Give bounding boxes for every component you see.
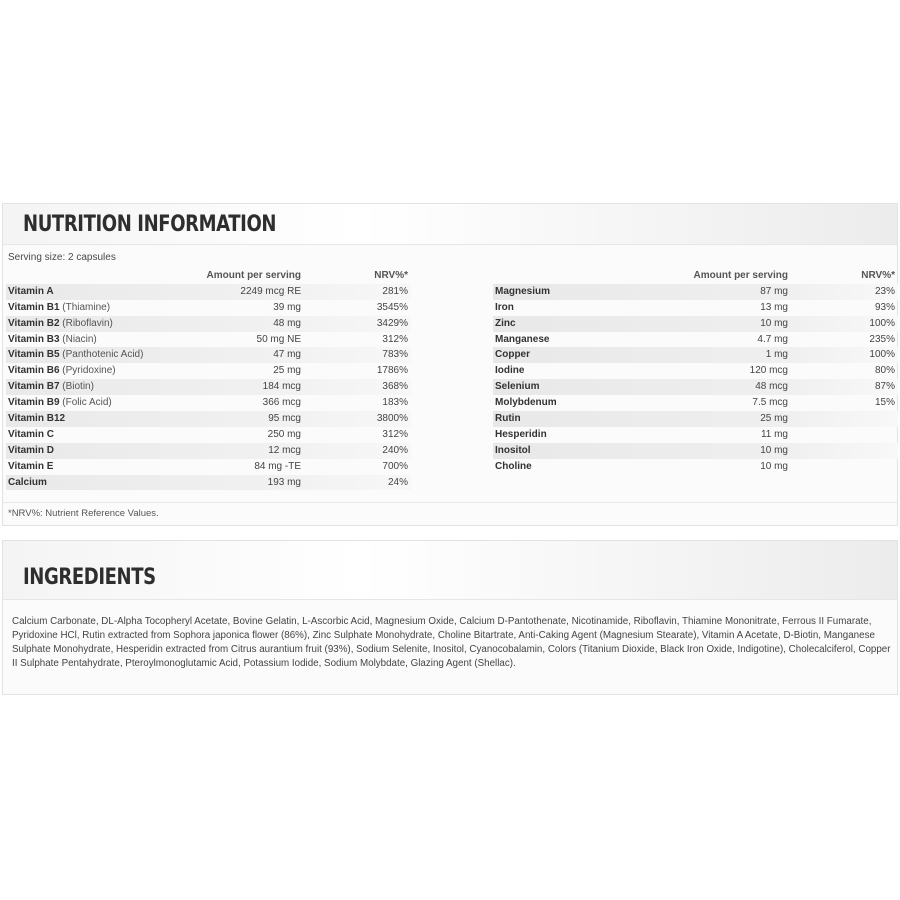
nutrient-main-name: Iodine: [495, 365, 525, 377]
table-row: [493, 411, 898, 427]
nutrient-name: [8, 459, 53, 475]
nutrient-main-name: Copper: [495, 349, 530, 361]
amount-value: 13 mg: [760, 301, 788, 313]
header-nrv: NRV%*: [861, 270, 895, 281]
amount-value: 48 mg: [273, 317, 301, 329]
nrv-value: 100%: [869, 349, 895, 361]
amount-value: 250 mg: [267, 428, 301, 440]
nutrient-main-name: Vitamin C: [8, 428, 54, 440]
nrv-value: 183%: [382, 397, 408, 409]
nrv-value: 3545%: [376, 301, 408, 313]
table-row: [493, 316, 898, 332]
nutrient-main-name: Vitamin E: [8, 460, 54, 472]
table-row: [493, 395, 898, 411]
table-row: [6, 316, 411, 332]
nutrient-name: [8, 395, 112, 411]
nutrition-table-right: [493, 268, 898, 475]
nutrient-main-name: Vitamin A: [8, 285, 54, 297]
nrv-footnote: *NRV%: Nutrient Reference Values.: [8, 508, 159, 519]
nutrient-name: [8, 427, 54, 443]
footnote-divider: [3, 502, 897, 503]
table-row: [6, 411, 411, 427]
nrv-value: 3800%: [376, 413, 408, 425]
nutrient-name: [495, 459, 532, 475]
nutrient-main-name: Vitamin D: [8, 444, 54, 456]
nrv-value: 235%: [869, 333, 895, 345]
nutrient-main-name: Zinc: [495, 317, 516, 329]
nrv-value: 24%: [387, 476, 408, 488]
nrv-value: 700%: [382, 460, 408, 472]
amount-value: 87 mg: [760, 285, 788, 297]
table-row: [493, 427, 898, 443]
amount-value: 193 mg: [267, 476, 301, 488]
ingredients-title: INGREDIENTS: [23, 565, 156, 590]
nutrient-main-name: Vitamin B5: [8, 349, 60, 361]
nrv-value: 368%: [382, 381, 408, 393]
amount-value: 366 mcg: [262, 397, 301, 409]
nutrient-name: [8, 347, 143, 363]
nutrient-main-name: Vitamin B9: [8, 397, 60, 409]
table-row: [493, 300, 898, 316]
nutrition-header: [3, 204, 897, 245]
table-row: [6, 347, 411, 363]
table-row: [6, 363, 411, 379]
table-row: [6, 443, 411, 459]
nrv-value: 3429%: [376, 317, 408, 329]
nutrient-main-name: Vitamin B12: [8, 413, 66, 425]
nutrient-name: [495, 284, 550, 300]
nrv-value: 783%: [382, 349, 408, 361]
nutrition-panel: [2, 203, 898, 526]
nutrient-main-name: Iron: [495, 301, 514, 313]
nutrient-sub-name: (Panthotenic Acid): [59, 349, 144, 361]
amount-value: 4.7 mg: [757, 333, 788, 345]
nutrient-sub-name: (Thiamine): [59, 301, 111, 313]
table-row: [6, 284, 411, 300]
nutrient-main-name: Calcium: [8, 476, 47, 488]
nutrient-main-name: Hesperidin: [495, 428, 547, 440]
header-nrv: NRV%*: [374, 270, 408, 281]
nutrient-name: [8, 363, 116, 379]
nutrient-name: [8, 332, 97, 348]
table-row: [493, 347, 898, 363]
amount-value: 10 mg: [760, 444, 788, 456]
nutrient-name: [8, 379, 94, 395]
nutrient-main-name: Molybdenum: [495, 397, 557, 409]
nutrient-name: [495, 363, 524, 379]
amount-value: 39 mg: [273, 301, 301, 313]
amount-value: 84 mg -TE: [254, 460, 301, 472]
nrv-value: 15%: [874, 397, 895, 409]
table-row: [493, 459, 898, 475]
header-amount: Amount per serving: [206, 270, 301, 281]
nutrition-table-left: [6, 268, 411, 490]
nrv-value: 240%: [382, 444, 408, 456]
nutrient-sub-name: (Pyridoxine): [59, 365, 116, 377]
amount-value: 10 mg: [760, 317, 788, 329]
nutrient-name: [8, 475, 47, 491]
amount-value: 50 mg NE: [256, 333, 301, 345]
nutrient-main-name: Rutin: [495, 413, 521, 425]
nutrient-sub-name: (Folic Acid): [59, 397, 112, 409]
amount-value: 11 mg: [760, 428, 788, 440]
table-row: [6, 395, 411, 411]
nutrient-name: [495, 411, 521, 427]
amount-value: 1 mg: [765, 349, 788, 361]
table-header: [493, 268, 898, 284]
left-rows: [6, 284, 411, 491]
nutrient-name: [495, 395, 557, 411]
serving-size: Serving size: 2 capsules: [8, 252, 116, 263]
nutrient-sub-name: (Biotin): [59, 381, 94, 393]
nutrient-name: [495, 316, 516, 332]
nrv-value: 100%: [869, 317, 895, 329]
nrv-value: 312%: [382, 428, 408, 440]
table-row: [6, 300, 411, 316]
nutrient-main-name: Manganese: [495, 333, 550, 345]
ingredients-panel: [2, 540, 898, 695]
table-row: [6, 379, 411, 395]
amount-value: 25 mg: [760, 413, 788, 425]
nutrient-name: [8, 443, 54, 459]
nrv-value: 1786%: [376, 365, 408, 377]
amount-value: 120 mcg: [749, 365, 788, 377]
table-row: [493, 363, 898, 379]
nutrient-name: [8, 411, 65, 427]
nrv-value: 281%: [382, 285, 408, 297]
nutrient-main-name: Vitamin B3: [8, 333, 60, 345]
nutrient-sub-name: (Riboflavin): [59, 317, 113, 329]
ingredients-header: [3, 541, 897, 600]
nrv-value: 80%: [874, 365, 895, 377]
nutrient-name: [8, 316, 113, 332]
ingredients-text: Calcium Carbonate, DL-Alpha Tocopheryl Acetate, Bovine Gelatin, L-Ascorbic Acid, Magnesium Oxide, Calcium D-Pantothenate, Nicotinamide, Riboflavin, Thiamine Mononitrate, Ferrous II Fumarate, Pyridoxine HCl, Rutin extracted from Sophora japonica flower (86%), Zinc Sulphate Monohydrate, Choline Bitartrate, Anti-Caking Agent (Magnesium Stearate), Vitamin A Acetate, D-Biotin, Manganese Sulphate Monohydrate, Hesperidin extracted from Citrus aurantium fruit (93%), Sodium Selenite, Inositol, Cyanocobalamin, Colors (Titanium Dioxide, Black Iron Oxide, Indigotine), Cholecalciferol, Copper II Sulphate Pentahydrate, Pteroylmonoglutamic Acid, Potassium Iodide, Sodium Molybdate, Glazing Agent (Shellac).: [12, 616, 891, 669]
table-header: [6, 268, 411, 284]
nrv-value: 87%: [874, 381, 895, 393]
nutrient-name: [495, 443, 531, 459]
amount-value: 48 mcg: [755, 381, 788, 393]
nutrient-name: [8, 284, 54, 300]
right-rows: [493, 284, 898, 475]
amount-value: 95 mcg: [268, 413, 301, 425]
nutrient-main-name: Vitamin B2: [8, 317, 60, 329]
nutrient-name: [495, 347, 530, 363]
nutrient-name: [495, 379, 539, 395]
nutrient-name: [495, 427, 547, 443]
nrv-value: 23%: [874, 285, 895, 297]
nrv-value: 93%: [874, 301, 895, 313]
nrv-value: 312%: [382, 333, 408, 345]
amount-value: 2249 mcg RE: [240, 285, 301, 297]
amount-value: 47 mg: [273, 349, 301, 361]
header-amount: Amount per serving: [693, 270, 788, 281]
nutrient-name: [495, 332, 549, 348]
nutrient-main-name: Vitamin B7: [8, 381, 60, 393]
nutrient-main-name: Vitamin B1: [8, 301, 60, 313]
table-row: [493, 284, 898, 300]
amount-value: 7.5 mcg: [752, 397, 788, 409]
nutrient-main-name: Vitamin B6: [8, 365, 60, 377]
nutrient-main-name: Magnesium: [495, 285, 551, 297]
nutrient-sub-name: (Niacin): [59, 333, 97, 345]
table-row: [493, 332, 898, 348]
nutrition-title: NUTRITION INFORMATION: [23, 212, 277, 237]
table-row: [493, 379, 898, 395]
table-row: [493, 443, 898, 459]
table-row: [6, 459, 411, 475]
table-row: [6, 475, 411, 491]
nutrient-name: [8, 300, 110, 316]
amount-value: 12 mcg: [268, 444, 301, 456]
table-row: [6, 427, 411, 443]
nutrient-main-name: Choline: [495, 460, 532, 472]
nutrient-name: [495, 300, 514, 316]
amount-value: 10 mg: [760, 460, 788, 472]
nutrient-main-name: Inositol: [495, 444, 531, 456]
amount-value: 184 mcg: [262, 381, 301, 393]
amount-value: 25 mg: [273, 365, 301, 377]
nutrient-main-name: Selenium: [495, 381, 540, 393]
table-row: [6, 332, 411, 348]
